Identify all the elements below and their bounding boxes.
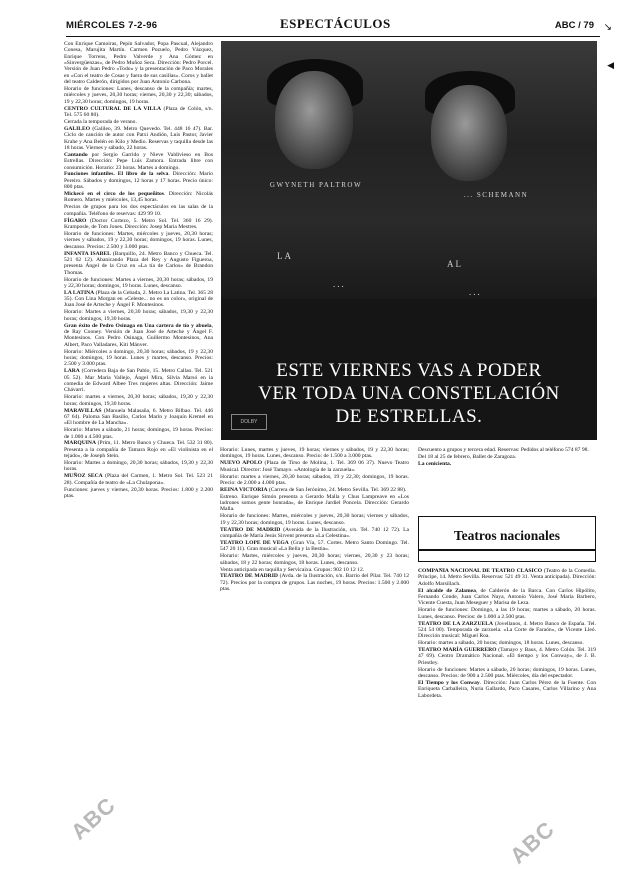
- listing-text: Del 18 al 25 de febrero, Ballet de Zaragoza.: [418, 453, 517, 460]
- listing-heading: MARQUINA: [64, 440, 97, 447]
- listing-paragraph: [64, 41, 213, 85]
- listing-paragraph: [220, 513, 409, 526]
- listing-paragraph: [64, 218, 213, 231]
- listing-heading: El alcalde de Zalamea: [418, 587, 476, 594]
- page-header: [66, 14, 600, 37]
- listing-text: Horario: martes a viernes, 20,30 horas; sábados, 19 y 22,30; domingos, 19 horas. Precio: de 2.000 a 4.000 ptas.: [220, 473, 409, 486]
- listing-text: Horario: Miércoles a domingo, 20,30 horas; sábados, 19 y 22,30 horas; domingos, 19 horas. Lunes y martes, descanso. Precios: 2.500 y 3.000 ptas.: [64, 348, 213, 368]
- listing-heading: COMPAÑÍA NACIONAL DE TEATRO CLÁSICO: [418, 568, 543, 574]
- listing-heading: FÍGARO: [64, 217, 87, 224]
- listing-paragraph: [64, 349, 213, 368]
- listing-text: (Plaza de la Cebada, 2. Metro La Latina. Tel. 365 28 35). Con Lina Morgan en «Celeste... no es un color», original de Juan José de Arteche y Ángel F. Montesinos.: [64, 289, 213, 309]
- actor-portrait: [431, 85, 507, 181]
- listing-paragraph: [418, 667, 596, 680]
- sound-logo: DOLBY: [231, 414, 267, 430]
- listing-text: (Jovellanos, 4. Metro Banco de España. Tel. 524 54 00). Temporada de zarzuela. «La Corte de Faraón», de Vicente Lleó. Dirección musical: Miguel Roa.: [418, 620, 596, 640]
- listing-text: (Avda. de la Ilustración, s/n. Barrio del Pilar. Tel. 740 12 72). Precios por la compra de grupos. Las noches, 19 horas. Precios: 1.500 y 2.000 ptas.: [220, 573, 409, 593]
- listing-text: (Plaza de Tirso de Molina, 1. Tel. 369 06 37). Nuevo Teatro Musical. Director: José Tamayo. «Antología de la zarzuela».: [220, 460, 409, 473]
- listing-paragraph: [64, 204, 213, 217]
- listing-heading: Gran éxito de Pedro Osinaga en Una cartera de tío y abuela: [64, 322, 212, 329]
- listing-heading: TEATRO MARÍA GUERRERO: [418, 647, 497, 654]
- listing-heading: TEATRO DE MADRID: [220, 526, 281, 533]
- listing-heading: CENTRO CULTURAL DE LA VILLA: [64, 105, 162, 112]
- listing-text: . Dirección: Mario Pereiro. Sábados y domingos, 12 horas y 17 horas. Precio único: 800 ptas.: [64, 171, 213, 191]
- ad-word: ...: [333, 279, 346, 289]
- listing-paragraph: [64, 191, 213, 204]
- listing-text: (Barquillo, 24. Metro Banco y Chueca. Tel. 521 02 12). Abanicando Plaza del Rey y Augusto Figueroa, presenta Ángel de la Cruz en «La tía de Carlos» de Brandon Thomas.: [64, 250, 213, 276]
- listing-heading: Funciones infantiles. El libro de la selva: [64, 171, 169, 178]
- ad-word: AL: [447, 259, 463, 269]
- ad-tagline-line-2: VER TODA UNA CONSTELACIÓN: [258, 383, 560, 404]
- listing-text: Horario de funciones: Lunes, descanso de la compañía; martes, miércoles y jueves, 20,30 horas; viernes, 20,30 y 22,30; sábados, 19 y 22,30 horas; domingos, 19 horas.: [64, 86, 213, 105]
- listing-paragraph: [418, 647, 596, 666]
- listing-text: Horario: Martes a viernes, 20,30 horas; sábados, 19,30 y 22,30 horas; domingos, 19,30 horas.: [64, 309, 213, 322]
- listing-paragraph: [220, 447, 409, 460]
- listing-heading: INFANTA ISABEL: [64, 250, 111, 257]
- issue-date: MIÉRCOLES 7-2-96: [66, 20, 158, 31]
- listing-heading: La cenicienta.: [418, 460, 452, 467]
- listing-heading: MARAVILLAS: [64, 407, 102, 414]
- ad-tagline-line-3: DE ESTRELLAS.: [335, 406, 483, 427]
- ad-credit-2: ... SCHEMANN: [463, 191, 529, 199]
- ad-word: LA: [277, 251, 293, 261]
- watermark-left: ABC: [66, 792, 121, 845]
- listing-paragraph: [220, 487, 409, 493]
- listing-paragraph: [64, 309, 213, 322]
- listing-paragraph: [418, 588, 596, 607]
- ad-credit-1: GWYNETH PALTROW: [269, 181, 363, 189]
- listing-text: Horario: Martes a domingo, 20,30 horas; sábados, 19,30 y 22,30 horas.: [64, 460, 213, 473]
- listing-paragraph: [220, 527, 409, 540]
- listing-paragraph: [64, 487, 213, 500]
- listings-column-2: [220, 447, 409, 859]
- listing-text: Cerrada la temporada de verano.: [64, 118, 137, 125]
- listing-paragraph: [418, 568, 596, 587]
- listing-paragraph: [64, 126, 213, 151]
- listing-text: (Doctor Cortezo, 5. Metro Sol. Tel. 360 16 29). Kramposle, de Tom Jones. Dirección: Josep Maria Mestres.: [64, 217, 213, 230]
- listing-text: (Plaza del Carmen, 1. Metro Sol. Tel. 523 21 28). Compañía de teatro de «La Chulapona».: [64, 473, 213, 486]
- listing-heading: LA LATINA: [64, 289, 95, 296]
- listing-text: , de Ray Cooney. Versión de Juan José de Arteche y Ángel F. Montesinos. Con Pedro Osinaga, Guillermo Montesinos, Ana Albert, Paco Valladares, Kiti Mánver.: [64, 322, 213, 348]
- listing-heading: MUÑOZ SECA: [64, 473, 103, 480]
- listing-paragraph: [418, 640, 596, 646]
- listing-paragraph: [220, 540, 409, 553]
- listing-paragraph: [220, 474, 409, 487]
- listing-heading: Mickecé en el circo de los pequeñitos: [64, 191, 164, 198]
- listing-paragraph: [64, 277, 213, 290]
- listing-text: Horario de funciones: Martes, miércoles y jueves, 20,30 horas; viernes y sábados, 19 y 22,30 horas; domingos, 19 horas. Lunes, descanso. Precios: 2.500 y 3.000 ptas.: [64, 230, 213, 250]
- section-box: [418, 516, 596, 562]
- listing-text: Horario de funciones: Martes a sábado, 20 horas; domingos, 19 horas. Lunes, descanso. Precios: de 900 a 2.500 ptas. Miércoles, día del espectador.: [418, 666, 596, 680]
- listing-text: por Sergio Garrido y Nieve Valdivieso en Bos Estrellas. Dirección: Pepe Luis Zamora. Entrada libre con consumición. Horario: 23 horas. Martes a domingo.: [64, 151, 213, 171]
- page-number: ABC / 79: [554, 20, 594, 31]
- listing-text: Horario de funciones: Domingo, a las 19 horas; martes a sábado, 20 horas. Lunes, descanso. Precios: de 1.000 a 2.500 ptas.: [418, 607, 596, 620]
- listings-column-1: [64, 41, 213, 859]
- listing-paragraph: [64, 231, 213, 250]
- listings-column-3: [418, 447, 596, 507]
- listing-paragraph: [64, 368, 213, 393]
- listing-paragraph: [64, 473, 213, 486]
- listing-text: Descuento a grupos y tercera edad. Reservas: Pedidos al teléfono 574 87 98.: [418, 447, 589, 453]
- listing-paragraph: [64, 152, 213, 171]
- actress-portrait: [275, 71, 353, 169]
- listing-heading: TEATRO LOPE DE VEGA: [220, 539, 289, 546]
- listing-text: Venta anticipada en taquilla y Servicaixa. Grupos: 902 10 12 12.: [220, 566, 365, 573]
- listing-heading: TEATRO DE LA ZARZUELA: [418, 620, 493, 627]
- listing-paragraph: [220, 553, 409, 566]
- listing-paragraph: [64, 251, 213, 276]
- listing-text: (Corredera Baja de San Pablo, 15. Metro Callao. Tel. 521 05 52). Mar María Vallejo, Ángel Mira, Silvia Marsó en la comedia de Edward Albee Tres mujeres altas. Dirección: Jaime Chávarri.: [64, 368, 213, 394]
- listing-paragraph: [220, 573, 409, 592]
- listing-paragraph: [64, 323, 213, 348]
- listing-text: Funciones: jueves y viernes, 20,30 horas. Precios: 1.800 y 2.200 ptas.: [64, 486, 213, 499]
- ad-tagline-line-1: ESTE VIERNES VAS A PODER: [276, 360, 542, 381]
- listing-text: (Gran Vía, 57. Cortes. Metro Santo Domingo. Tel. 547 20 11). Gran musical «La Bella y la Bestia».: [220, 539, 409, 553]
- listing-text: (Carrera de San Jerónimo, 24. Metro Sevilla. Tel. 369 22 88).: [267, 486, 407, 493]
- listing-paragraph: [64, 408, 213, 427]
- listing-text: (Tamayo y Baus, 4. Metro Colón. Tel. 319 47 69). Centro Dramático Nacional. «El tiempo y los Conway», de J. B. Priestley.: [418, 647, 596, 666]
- film-advertisement: [221, 41, 597, 440]
- corner-mark-icon: ↘: [603, 22, 612, 33]
- listing-paragraph: [418, 621, 596, 640]
- listing-text: (Manuela Malasaña, 6. Metro Bilbao. Tel. 446 67 64). Paloma San Basilio, Carlos Marín y Joaquín Kremel en «El hombre de La Mancha».: [64, 407, 213, 427]
- listing-paragraph: [418, 447, 596, 453]
- listing-text: Horario: Martes, miércoles y jueves, 20,30 horas; viernes, 20,30 y 23 horas; sábados, 18 y 22 horas; domingos, 18 horas. Lunes, descanso.: [220, 553, 409, 566]
- ad-photo: [221, 41, 597, 299]
- listing-text: Horario: Martes a sábado, 21 horas; domingos, 19 horas. Precios: de 1.000 a 4.500 ptas.: [64, 427, 213, 440]
- listing-paragraph: [64, 440, 213, 459]
- ad-word: ...: [469, 287, 482, 297]
- listing-text: (Teatro de la Comedia. Príncipe, 14. Metro Sevilla. Reservas: 521 49 31. Venta anticipada). Dirección: Adolfo Marsillach.: [418, 568, 596, 587]
- listing-text: (Galileo, 39. Metro Quevedo. Tel. 448 16 47). Bar. Ciclo de canción de autor con Patxi Andión, Luis Pastor, Javier Krahe y Ana Belén en Kilo y Medio. Reservas y taquilla desde las 18 horas. Viernes y sábado, 22 horas.: [64, 125, 213, 151]
- listing-paragraph: [64, 119, 213, 125]
- arrow-left-icon: ◀: [607, 60, 614, 70]
- listing-paragraph: [220, 460, 409, 473]
- listing-text: Con Enrique Camoiras, Pepín Salvador, Popa Pascual, Alejandro Conesa, Marujita Martín. Carmen Pozuelo, Pedro Vázquez, Enrique Torrens, Pedro Valverde y Ana Gómez en «Sinvergüenzas», de Pedro Muñoz Seca. Dirección: Pedro Porcel. Versión de Juan Pedro «Todo» y la presentación de Paco Morales en «Con el teatro de Cosas y fuera de sus casillas». Coros y ballet del teatro Calderón, dirigidos por Juan Antonio Carbona.: [64, 41, 213, 86]
- listing-text: (Prim, 11. Metro Banco y Chueca. Tel. 532 31 80). Presenta a la compañía de Tamara Rojo en «El violinista en el tejado», de Joseph Stein.: [64, 440, 213, 460]
- listing-heading: LARA: [64, 368, 80, 375]
- listings-column-4: [418, 568, 596, 859]
- listing-text: Estreno. Enrique Simón presenta a Gerardo Malla y Chus Lampreave en «Los ladrones somos gente honrada», de Enrique Jardiel Poncela. Dirección: Gerardo Malla.: [220, 493, 409, 513]
- listing-text: . Dirección: Juan Carlos Pérez de la Fuente. Con Enriqueta Carballeira, Nuria Gallardo, Paco Casares, Carlos Villarino y Ana Labordeta.: [418, 680, 596, 699]
- listing-heading: NUEVO APOLO: [220, 460, 263, 467]
- listing-text: Horario de funciones: Martes, miércoles y jueves, 20,30 horas; viernes y sábados, 19 y 22,30 horas; domingos, 19 horas. Lunes, descanso.: [220, 513, 409, 526]
- listing-paragraph: [64, 106, 213, 119]
- listing-paragraph: [418, 607, 596, 620]
- listing-text: Horario de funciones: Martes a viernes, 20,30 horas; sábados, 19 y 22,30 horas; domingos, 19 horas. Lunes, descanso.: [64, 276, 213, 289]
- listing-heading: Cantando: [64, 151, 88, 158]
- listing-paragraph: [418, 461, 596, 467]
- listing-paragraph: [418, 454, 596, 460]
- listing-paragraph: [64, 460, 213, 473]
- listing-paragraph: [64, 394, 213, 407]
- listing-text: Horario: martes a sábado, 20 horas; domingos, 18 horas. Lunes, descanso.: [418, 640, 584, 647]
- section-box-title: Teatros nacionales: [453, 528, 561, 543]
- listing-text: Horario: Lunes, martes y jueves, 19 horas; viernes y sábados, 19 y 22,30 horas; domingos, 19 horas. Lunes, descanso. Precio: de 1.500 a 3.000 ptas.: [220, 447, 409, 460]
- listing-text: Horario: martes a viernes, 20,30 horas; sábados, 19,30 y 22,30 horas; domingos, 19,30 horas.: [64, 394, 213, 407]
- listing-text: (Plaza de Colón, s/n. Tel. 575 60 80).: [64, 105, 213, 118]
- listing-heading: GALILEO: [64, 125, 91, 132]
- listing-paragraph: [64, 290, 213, 309]
- listing-paragraph: [220, 494, 409, 513]
- listing-paragraph: [220, 567, 409, 573]
- listing-paragraph: [64, 86, 213, 105]
- ad-tagline: [221, 359, 597, 428]
- listing-heading: TEATRO DE MADRID: [220, 573, 278, 580]
- section-title: ESPECTÁCULOS: [280, 16, 391, 31]
- listing-heading: El Tiempo y los Conway: [418, 680, 480, 686]
- listing-paragraph: [64, 171, 213, 190]
- listing-text: , de Calderón de la Barca. Con Carlos Hipólito, Fernando Conde, Juan Carlos Naya, Antonio Valero, José María Barbero, Vicente Cuesta, Juan Meseguer y Marisa de Leza.: [418, 587, 596, 607]
- listing-heading: REINA VICTORIA: [220, 486, 268, 493]
- listing-text: (Avenida de la Ilustración, s/n. Tel. 740 12 72). La compañía de María Jesús Sirvent presenta «La Celestina».: [220, 526, 409, 540]
- watermark-right: ABC: [505, 816, 560, 869]
- listing-paragraph: [418, 680, 596, 699]
- listing-text: . Dirección: Nicolás Romero. Martes y miércoles, 13,45 horas.: [64, 191, 213, 204]
- listing-paragraph: [64, 427, 213, 440]
- listing-text: Precios de grupos para los dos espectáculos en las salas de la compañía. Teléfono de reservas: 429 99 10.: [64, 204, 213, 217]
- section-box-rule: [419, 549, 595, 551]
